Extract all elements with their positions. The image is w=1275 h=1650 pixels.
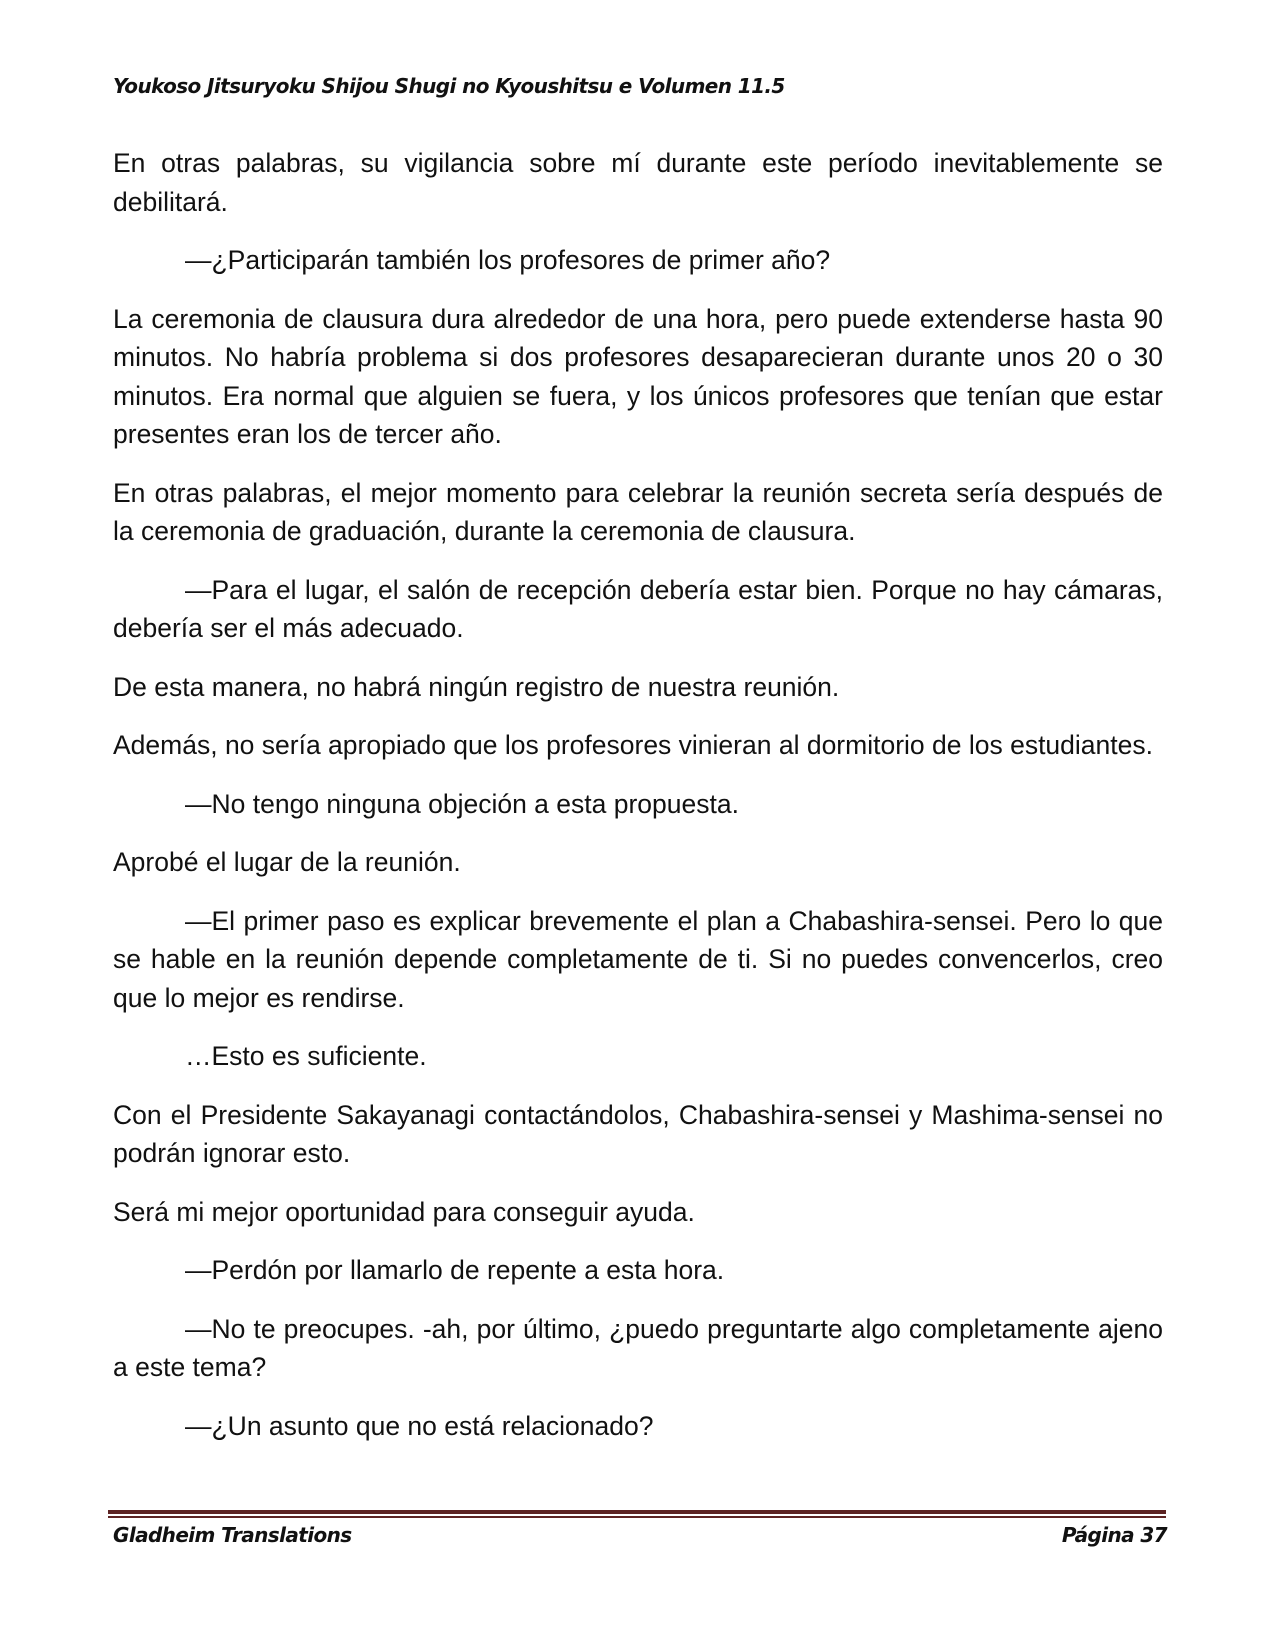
paragraph: Aprobé el lugar de la reunión. [113,847,461,877]
running-header: Youkoso Jitsuryoku Shijou Shugi no Kyoushitsu e Volumen 11.5 [113,74,785,98]
paragraph: —No te preocupes. -ah, por último, ¿puedo preguntarte algo completamente ajeno a este tema? [113,1313,1163,1382]
footer-divider-thick-line [108,1510,1166,1514]
footer-divider-thin-line [108,1516,1166,1518]
paragraph: —Perdón por llamarlo de repente a esta hora. [185,1255,725,1285]
paragraph: Con el Presidente Sakayanagi contactándolos, Chabashira-sensei y Mashima-sensei no podrán ignorar esto. [113,1099,1163,1168]
footer-translator: Gladheim Translations [113,1523,352,1547]
paragraph: Será mi mejor oportunidad para conseguir ayuda. [113,1196,695,1227]
paragraph: …Esto es suficiente. [185,1041,427,1071]
paragraph: —El primer paso es explicar brevemente el plan a Chabashira-sensei. Pero lo que se hable en la reunión depende completamente de ti. Si no puedes convencerlos, creo que lo mejor es rendirse. [113,905,1163,1013]
paragraph: —¿Un asunto que no está relacionado? [185,1410,654,1441]
paragraph: En otras palabras, el mejor momento para celebrar la reunión secreta sería después de la ceremonia de graduación, durante la ceremonia de clausura. [113,477,1163,546]
page-body [113,144,1163,1465]
paragraph: Además, no sería apropiado que los profesores vinieran al dormitorio de los estudiantes. [113,730,1153,760]
footer-divider [108,1510,1166,1519]
paragraph: —¿Participarán también los profesores de primer año? [185,245,831,275]
paragraph: La ceremonia de clausura dura alrededor de una hora, pero puede extenderse hasta 90 minutos. No habría problema si dos profesores desaparecieran durante unos 20 o 30 minutos. Era normal que alguien se fuera, y los únicos profesores que tenían que estar presentes eran los de tercer año. [113,303,1163,449]
paragraph: De esta manera, no habrá ningún registro de nuestra reunión. [113,671,840,702]
paragraph: —Para el lugar, el salón de recepción debería estar bien. Porque no hay cámaras, debería ser el más adecuado. [113,574,1163,643]
paragraph: En otras palabras, su vigilancia sobre mí durante este período inevitablemente se debilitará. [113,148,1163,217]
footer-page-number: Página 37 [1061,1523,1167,1547]
paragraph: —No tengo ninguna objeción a esta propuesta. [185,788,739,819]
